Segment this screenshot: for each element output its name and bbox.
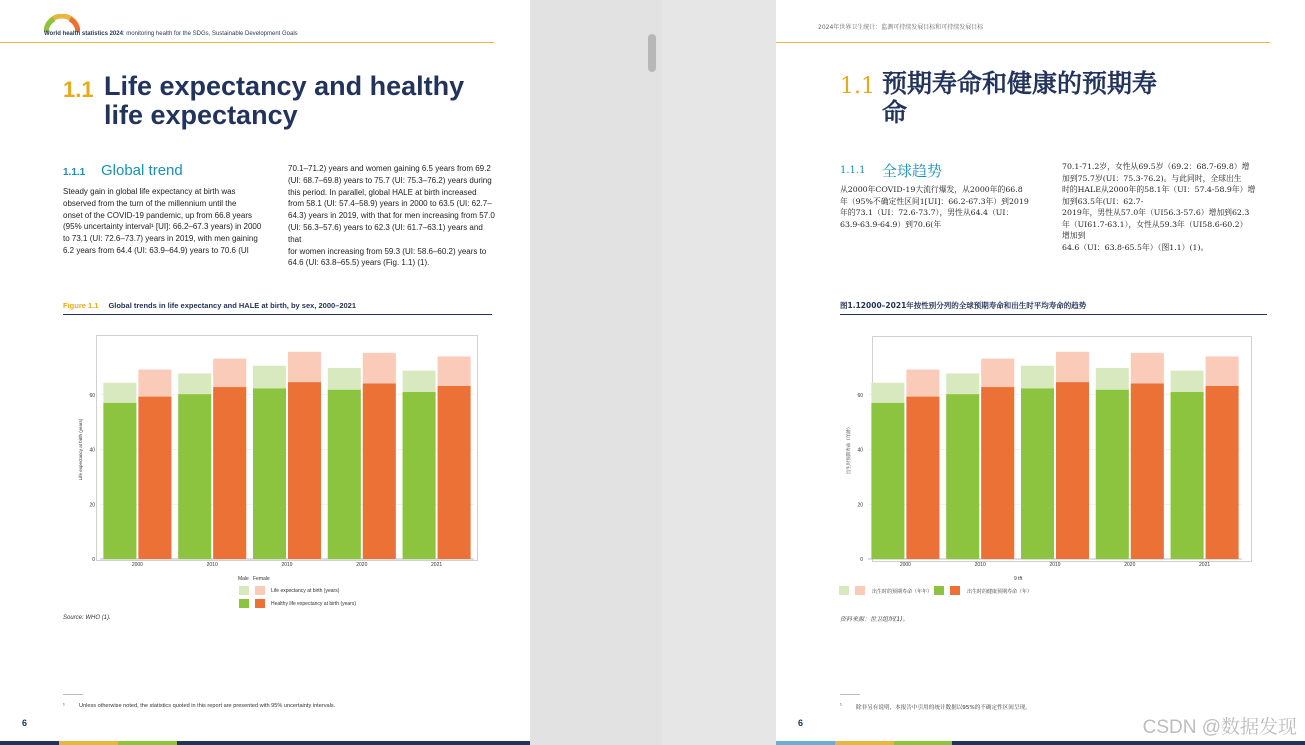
subsection-title-cn: 全球趋势 bbox=[882, 162, 943, 180]
figure-rule bbox=[63, 314, 492, 315]
figure-rule-cn bbox=[840, 314, 1267, 315]
header-rule bbox=[0, 42, 494, 43]
x-tick-label: 2021 bbox=[431, 562, 443, 568]
sdg-wheel-logo bbox=[44, 14, 80, 32]
legend-female-heading: Female bbox=[253, 576, 270, 582]
x-tick-label: 2010 bbox=[206, 562, 218, 568]
y-tick-label: 40 bbox=[857, 447, 863, 454]
x-tick-label: 2019 bbox=[281, 562, 293, 568]
bar-female-hale bbox=[138, 397, 171, 559]
bar-female-hale bbox=[1056, 382, 1089, 559]
y-tick-label: 20 bbox=[857, 502, 863, 509]
y-axis-label: 出生时预期寿命（年龄） bbox=[846, 424, 851, 475]
legend-male-hale-swatch bbox=[239, 599, 249, 608]
bar-female-hale bbox=[906, 397, 939, 559]
subsection-number: 1.1.1 bbox=[63, 167, 86, 178]
body-column-1-cn: 从2000年COVID-19大流行爆发，从2000年的66.8 年（95%不确定性区间1[UI]：66.2-67.3年）到2019 年的73.1（UI：72.6-73.7），男性从64.4（UI： 63.9-63.9-64.9）到70.6(年 bbox=[840, 185, 1029, 229]
footnote-mark-cn: ¹ bbox=[840, 703, 842, 709]
legend-hale-label: Healthy life expectancy at birth (years) bbox=[271, 601, 357, 607]
bar-male-hale bbox=[103, 403, 136, 559]
bar-female-hale bbox=[981, 387, 1014, 559]
legend-female-hale-swatch-cn bbox=[950, 586, 960, 595]
bar-male-hale bbox=[253, 388, 286, 559]
figure-caption: Figure 1.1 Global trends in life expectancy and HALE at birth, by sex, 2000–2021 bbox=[63, 301, 357, 310]
legend-male-le-swatch-cn bbox=[839, 586, 849, 595]
y-tick-label: 20 bbox=[89, 502, 95, 509]
x-tick-label: 2000 bbox=[899, 562, 911, 568]
footnote-rule-cn bbox=[840, 694, 860, 695]
figure-caption-cn: 图1.12000–2021年按性别分列的全球预期寿命和出生时平均寿命的趋势 bbox=[840, 301, 1087, 310]
header-rule-cn bbox=[776, 42, 1270, 43]
running-header-cn: 2024年世界卫生统计：监测可持续发展目标和可持续发展目标 bbox=[818, 24, 984, 31]
section-title-cn: 预期寿命和健康的预期寿 命 bbox=[882, 69, 1158, 127]
bar-male-hale bbox=[178, 394, 211, 559]
bar-chart bbox=[70, 330, 490, 575]
bar-female-hale bbox=[363, 384, 396, 559]
legend-female-le-swatch bbox=[255, 586, 265, 595]
watermark: CSDN @数据发现 bbox=[1142, 717, 1297, 738]
bar-male-hale bbox=[1021, 388, 1054, 559]
body-column-2: 70.1–71.2) years and women gaining 6.5 years from 69.2 (UI: 68.7–69.8) years to 75.7 (UI: 75.3–76.2) years during this period. In parallel, global HALE at birth increased from 58.1 (UI: 57.4–58.9) years in 2000 to 63.5 (UI: 62.7– 64.3) years in 2019, with that for men increasing from 57.0 (UI: 56.3–57.6) years to 62.3 (UI: 61.7–63.1) years and that for women increasing from 59.3 (UI: 58.6–60.2) years to 64.6 (UI: 63.8–65.5) years (Fig. 1.1) (1). bbox=[288, 164, 495, 268]
bar-male-hale bbox=[328, 390, 361, 559]
viewer-gutter bbox=[530, 0, 662, 745]
bar-female-hale bbox=[213, 387, 246, 559]
body-column-2-cn: 70.1-71.2岁，女性从69.5岁（69.2：68.7-69.8）增 加到75.7岁(UI：75.3-76.2)。与此同时，全球出生 时的HALE从2000年的58.1年（UI：57.4-58.9年）增 加到63.5年(UI：62.7- 2019年，男性从57.0年（UI56.3-57.6）增加到62.3 年（UI61.7-63.1），女性从59.3年（UI58.6-60.2） 增加到 64.6（UI：63.8-65.5年）（图1.1）(1)。 bbox=[1062, 162, 1256, 252]
x-tick-label: 2021 bbox=[1199, 562, 1211, 568]
subsection-title: Global trend bbox=[101, 162, 183, 179]
bar-female-hale bbox=[438, 386, 471, 559]
bar-male-hale bbox=[1096, 390, 1129, 559]
footnote-mark: ¹ bbox=[63, 703, 65, 709]
legend-female-hale-swatch bbox=[255, 599, 265, 608]
y-tick-label: 60 bbox=[857, 392, 863, 399]
y-tick-label: 0 bbox=[860, 557, 863, 563]
bottom-color-bar-cn bbox=[776, 741, 1305, 745]
page-number: 6 bbox=[22, 718, 28, 728]
bar-male-hale bbox=[871, 403, 904, 559]
legend-le-label: Life expectancy at birth (years) bbox=[271, 588, 340, 594]
legend-le-label-cn: 出生时的预期寿命（年年） bbox=[872, 589, 933, 595]
section-number-cn: 1.1 bbox=[840, 74, 875, 99]
legend-male-hale-swatch-cn bbox=[934, 586, 944, 595]
figure-source-cn: 资料来源：世卫组织(1)。 bbox=[840, 616, 909, 623]
legend-hale-label-cn: 出生时的健康预期寿命（年） bbox=[967, 589, 1033, 595]
bottom-color-bar bbox=[0, 741, 530, 745]
x-tick-label: 2020 bbox=[356, 562, 368, 568]
legend-xlabel-cn: 9 tft bbox=[1014, 576, 1023, 582]
english-page bbox=[0, 0, 530, 745]
footnote: Unless otherwise noted, the statistics quoted in this report are presented with 95% uncertainty intervals. bbox=[79, 703, 336, 709]
bar-male-hale bbox=[1171, 392, 1204, 559]
footnote-cn: 除非另有说明，本报告中引用的统计数据以95%的不确定性区间呈现。 bbox=[856, 705, 1031, 711]
running-header: World health statistics 2024: monitoring health for the SDGs, Sustainable Development Goals bbox=[44, 31, 298, 37]
chinese-page bbox=[776, 0, 1305, 745]
bar-female-hale bbox=[1131, 384, 1164, 559]
bar-female-hale bbox=[1206, 386, 1239, 559]
y-tick-label: 40 bbox=[89, 447, 95, 454]
figure-source: Source: WHO (1). bbox=[63, 615, 111, 621]
bar-male-hale bbox=[946, 394, 979, 559]
x-tick-label: 2020 bbox=[1124, 562, 1136, 568]
page-number-cn: 6 bbox=[798, 718, 804, 728]
body-column-1: Steady gain in global life expectancy at birth was observed from the turn of the millennium until the onset of the COVID-19 pandemic, up from 66.8 years (95% uncertainty interval¹ [UI]: 66.2–67.3 years) in 2000 to 73.1 (UI: 72.6–73.7) years in 2019, with men gaining 6.2 years from 64.4 (UI: 63.9–64.9) years to 70.6 (UI bbox=[63, 187, 262, 255]
bar-chart-cn bbox=[838, 330, 1263, 575]
y-tick-label: 0 bbox=[92, 557, 95, 563]
section-title: Life expectancy and healthy life expectancy bbox=[104, 71, 465, 130]
viewer-gutter-right bbox=[662, 0, 776, 745]
legend-female-le-swatch-cn bbox=[855, 586, 865, 595]
subsection-number-cn: 1.1.1 bbox=[840, 165, 866, 176]
x-tick-label: 2010 bbox=[974, 562, 986, 568]
legend-male-heading: Male bbox=[238, 576, 249, 582]
x-tick-label: 2000 bbox=[131, 562, 143, 568]
bar-female-hale bbox=[288, 382, 321, 559]
scrollbar-thumb[interactable] bbox=[648, 34, 656, 72]
x-tick-label: 2019 bbox=[1049, 562, 1061, 568]
section-number: 1.1 bbox=[63, 77, 94, 102]
y-tick-label: 60 bbox=[89, 392, 95, 399]
legend-male-le-swatch bbox=[239, 586, 249, 595]
footnote-rule bbox=[63, 694, 83, 695]
y-axis-label: Life expectancy at birth (years) bbox=[78, 418, 83, 481]
bar-male-hale bbox=[403, 392, 436, 559]
